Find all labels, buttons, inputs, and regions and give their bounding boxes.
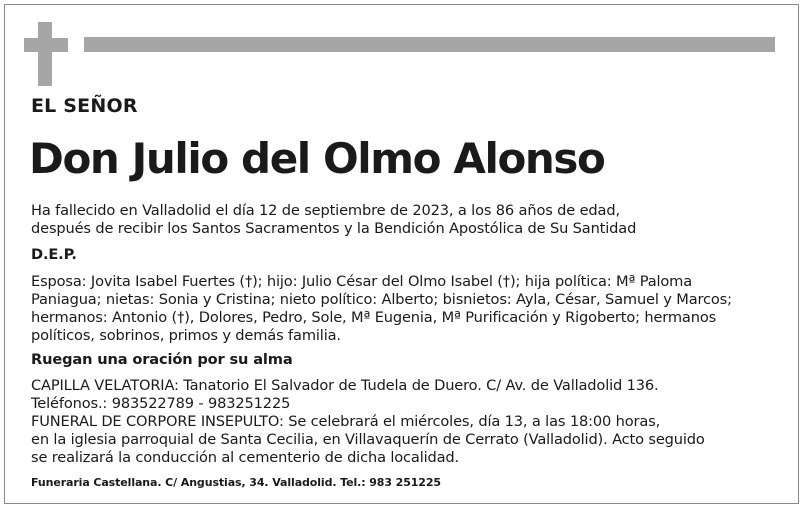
header-rule [84, 37, 775, 52]
family-line: políticos, sobrinos, primos y demás familia. [31, 327, 341, 344]
deceased-name: Don Julio del Olmo Alonso [29, 134, 605, 183]
service-details [31, 377, 776, 467]
detail-line: CAPILLA VELATORIA: Tanatorio El Salvador de Tudela de Duero. C/ Av. de Valladolid 136. [31, 377, 659, 394]
family-line: Esposa: Jovita Isabel Fuertes (†); hijo: Julio César del Olmo Isabel (†); hija política: Mª Paloma [31, 273, 693, 290]
family-line: hermanos: Antonio (†), Dolores, Pedro, Sole, Mª Eugenia, Mª Purificación y Rigoberto; hermanos [31, 309, 717, 326]
cross-horizontal-bar [24, 38, 68, 52]
funeral-home-footer: Funeraria Castellana. C/ Angustias, 34. Valladolid. Tel.: 983 251225 [31, 476, 441, 489]
detail-line: en la iglesia parroquial de Santa Cecilia, en Villavaquerín de Cerrato (Valladolid). Acto seguido [31, 431, 705, 448]
prayer-request: Ruegan una oración por su alma [31, 351, 293, 368]
honorific: EL SEÑOR [31, 95, 138, 117]
death-announcement [31, 202, 776, 238]
detail-line: FUNERAL DE CORPORE INSEPULTO: Se celebrará el miércoles, día 13, a las 18:00 horas, [31, 413, 661, 430]
rest-in-peace: D.E.P. [31, 246, 77, 263]
cross-vertical-bar [38, 22, 52, 86]
announcement-line: Ha fallecido en Valladolid el día 12 de septiembre de 2023, a los 86 años de edad, [31, 202, 620, 219]
announcement-line: después de recibir los Santos Sacramentos y la Bendición Apostólica de Su Santidad [31, 220, 637, 237]
family-list [31, 273, 776, 345]
detail-line: Teléfonos.: 983522789 - 983251225 [31, 395, 291, 412]
detail-line: se realizará la conducción al cementerio de dicha localidad. [31, 449, 460, 466]
family-line: Paniagua; nietas: Sonia y Cristina; nieto político: Alberto; bisnietos: Ayla, César, Samuel y Marcos; [31, 291, 732, 308]
